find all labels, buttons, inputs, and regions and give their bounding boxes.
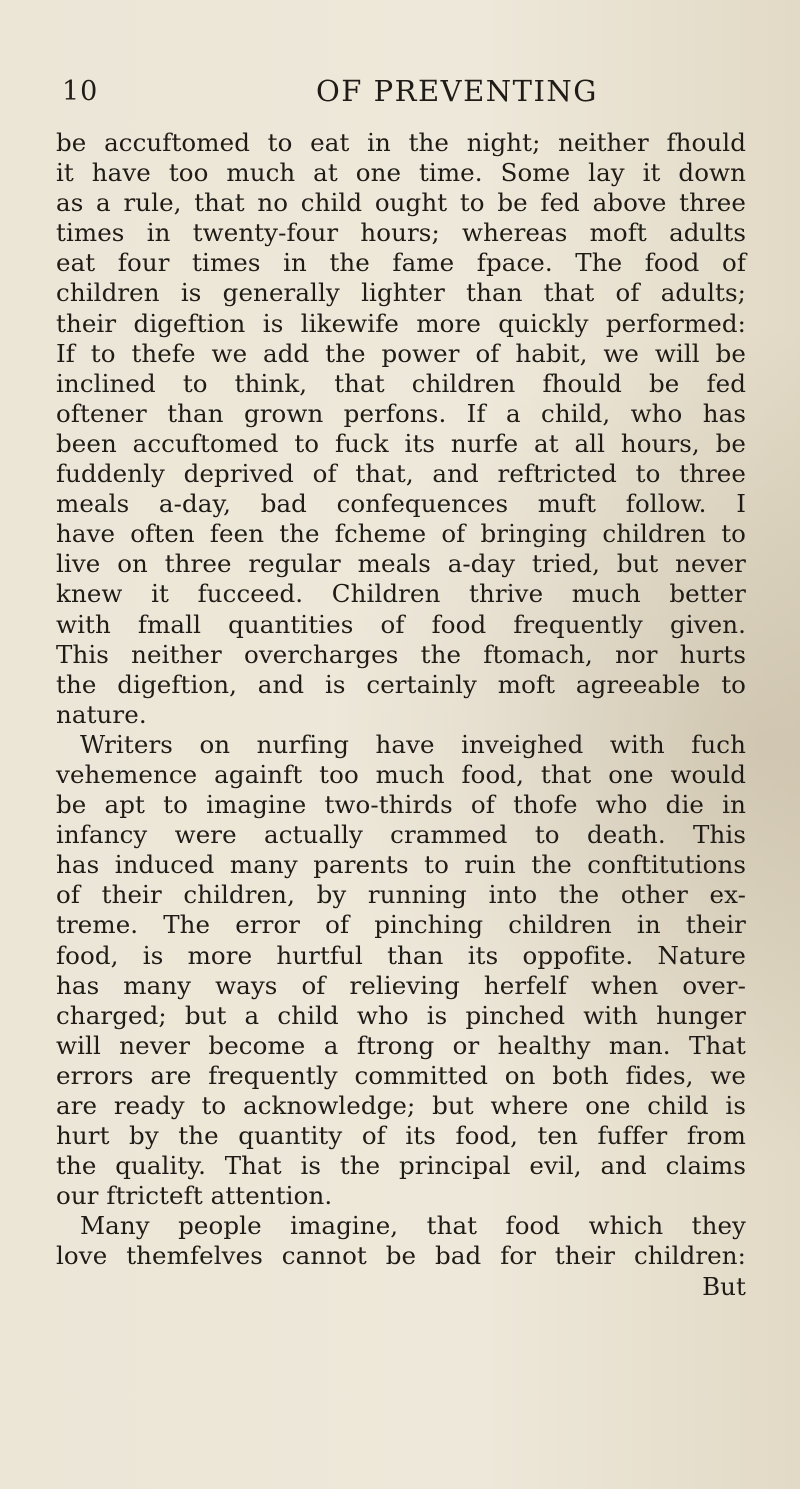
text-line: with fmall quantities of food frequently given. — [56, 609, 746, 639]
text-line: nature. — [56, 699, 147, 729]
text-line: food, is more hurtful than its oppofite. Nature — [56, 940, 746, 970]
text-line: times in twenty-four hours; whereas moft adults — [56, 218, 746, 248]
text-line: If to thefe we add the power of habit, we will be — [56, 338, 746, 368]
text-line: fuddenly deprived of that, and reftricted to three — [56, 459, 746, 489]
running-title: OF PREVENTING — [316, 74, 598, 108]
text-line: of their children, by running into the other ex- — [56, 880, 746, 910]
text-line: it have too much at one time. Some lay it down — [56, 158, 746, 188]
text-line: the quality. That is the principal evil, and claims — [56, 1151, 746, 1181]
text-line: will never become a ftrong or healthy man. That — [56, 1030, 746, 1060]
text-line: love themfelves cannot be bad for their children: — [56, 1241, 746, 1271]
page-number: 10 — [62, 76, 99, 107]
text-line: treme. The error of pinching children in their — [56, 910, 746, 940]
text-line: live on three regular meals a-day tried, but never — [56, 549, 746, 579]
text-line: This neither overcharges the ftomach, nor hurts — [56, 639, 746, 669]
body-text — [56, 128, 746, 1302]
text-line: charged; but a child who is pinched with hunger — [56, 1000, 746, 1030]
catchword: But — [702, 1271, 746, 1301]
text-line: has many ways of relieving herfelf when over- — [56, 970, 746, 1000]
text-line: children is generally lighter than that of adults; — [56, 278, 746, 308]
text-line: the digeftion, and is certainly moft agreeable to — [56, 669, 746, 699]
text-line: eat four times in the fame fpace. The food of — [56, 248, 746, 278]
text-line: inclined to think, that children fhould be fed — [56, 368, 746, 398]
page-header — [62, 76, 740, 116]
text-line: our ftricteft attention. — [56, 1181, 333, 1211]
text-line: be accuftomed to eat in the night; neither fhould — [56, 128, 746, 157]
text-line: vehemence againft too much food, that one would — [56, 759, 746, 789]
text-line: oftener than grown perfons. If a child, who has — [56, 398, 746, 428]
text-line: has induced many parents to ruin the conftitutions — [56, 850, 746, 880]
text-line: be apt to imagine two-thirds of thofe who die in — [56, 790, 746, 820]
text-line: as a rule, that no child ought to be fed above three — [56, 188, 746, 218]
text-line: hurt by the quantity of its food, ten fuffer from — [56, 1121, 746, 1151]
paragraph-start-line: Many people imagine, that food which they — [80, 1211, 746, 1241]
text-line: errors are frequently committed on both fides, we — [56, 1060, 746, 1090]
text-line: their digeftion is likewife more quickly performed: — [56, 308, 746, 338]
paragraph-start-line: Writers on nurfing have inveighed with fuch — [80, 729, 746, 759]
text-line: meals a-day, bad confequences muft follow. I — [56, 489, 746, 519]
text-line: have often feen the fcheme of bringing children to — [56, 519, 746, 549]
text-line: knew it fucceed. Children thrive much better — [56, 579, 746, 609]
text-line: been accuftomed to fuck its nurfe at all hours, be — [56, 428, 746, 458]
text-line: infancy were actually crammed to death. This — [56, 820, 746, 850]
text-line: are ready to acknowledge; but where one child is — [56, 1091, 746, 1120]
